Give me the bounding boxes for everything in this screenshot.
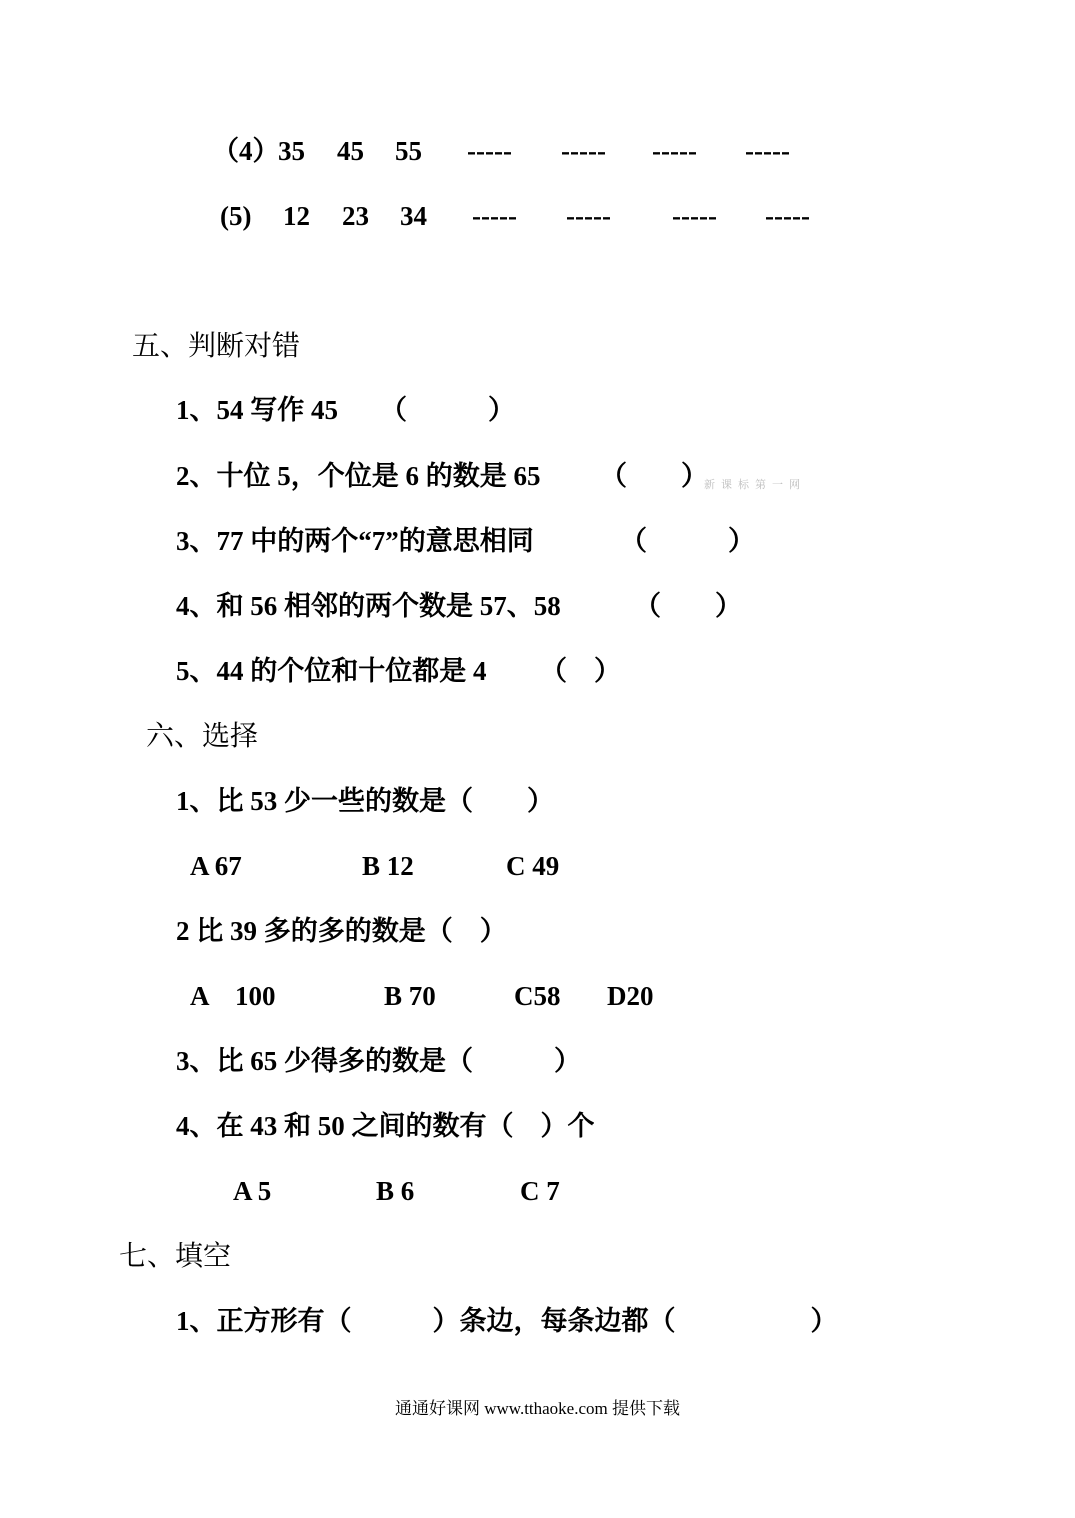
option: A 100 [190, 981, 276, 1011]
option: A 67 [190, 851, 242, 881]
question-text: 3、77 中的两个“7”的意思相同 [176, 526, 534, 556]
section-title-judge: 五、判断对错 [132, 331, 301, 362]
fill-question-1: 1、正方形有（ ）条边，每条边都（ ） [176, 1306, 838, 1336]
section-title-fill: 七、填空 [119, 1241, 232, 1272]
blank: ----- [672, 201, 717, 231]
row-label: (5) [220, 201, 252, 231]
choice-question-4: 4、在 43 和 50 之间的数有（ ）个 [176, 1111, 595, 1141]
choice-question-2: 2 比 39 多的多的数是（ ） [176, 916, 507, 946]
number: 12 [283, 201, 310, 231]
answer-paren: （ ） [634, 591, 742, 621]
answer-paren: （ ） [620, 526, 755, 556]
choice-question-3: 3、比 65 少得多的数是（ ） [176, 1046, 581, 1076]
blank: ----- [566, 201, 611, 231]
number: 34 [400, 201, 427, 231]
option: B 6 [376, 1176, 415, 1206]
number: 35 [278, 136, 305, 166]
answer-paren: （ ） [380, 395, 515, 425]
question-text: 4、和 56 相邻的两个数是 57、58 [176, 591, 561, 621]
question-text: 5、44 的个位和十位都是 4 [176, 656, 487, 686]
blank: ----- [652, 136, 697, 166]
question-text: 1、54 写作 45 [176, 395, 338, 425]
section-title-choice: 六、选择 [146, 721, 259, 752]
number: 55 [395, 136, 422, 166]
number: 23 [342, 201, 369, 231]
option: B 70 [384, 981, 436, 1011]
blank: ----- [765, 201, 810, 231]
blank: ----- [561, 136, 606, 166]
answer-paren: （ ） [600, 461, 708, 491]
footer-text: 通通好课网 www.tthaoke.com 提供下载 [394, 1399, 681, 1418]
blank: ----- [467, 136, 512, 166]
option: A 5 [233, 1176, 272, 1206]
blank: ----- [745, 136, 790, 166]
watermark-text: 新课标第一网 [704, 479, 806, 491]
row-label: （4） [212, 136, 280, 166]
blank: ----- [472, 201, 517, 231]
option: D20 [607, 981, 654, 1011]
option: B 12 [362, 851, 414, 881]
choice-question-1: 1、比 53 少一些的数是（ ） [176, 786, 554, 816]
option: C 7 [520, 1176, 560, 1206]
question-text: 2、十位 5，个位是 6 的数是 65 [176, 461, 541, 491]
option: C 49 [506, 851, 560, 881]
answer-paren: （ ） [540, 656, 621, 686]
number: 45 [337, 136, 364, 166]
option: C58 [514, 981, 561, 1011]
